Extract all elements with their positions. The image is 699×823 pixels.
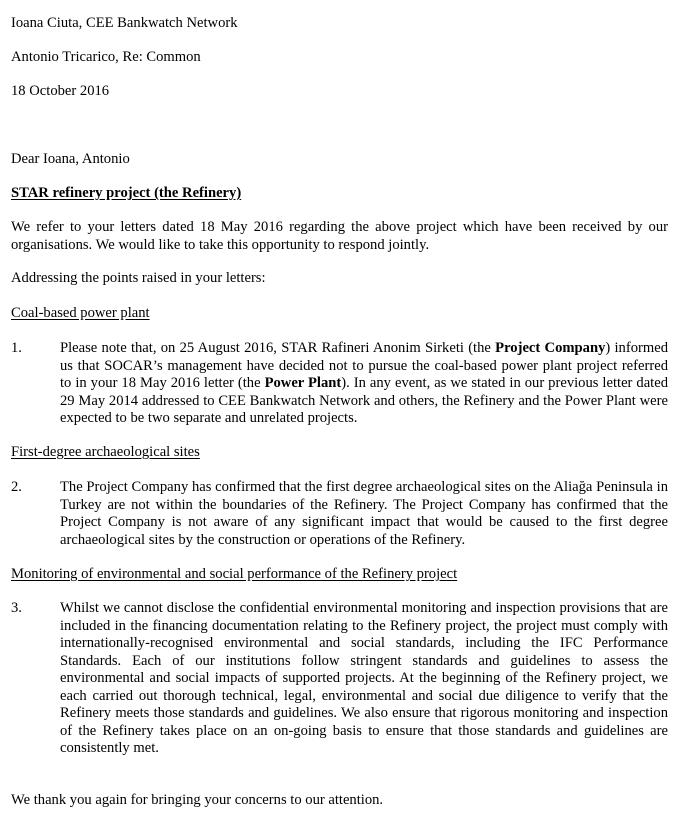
letter-title: STAR refinery project (the Refinery): [11, 185, 242, 201]
item-number: 3.: [11, 600, 22, 616]
item-number: 1.: [11, 340, 22, 356]
section-heading-monitoring: Monitoring of environmental and social performance of the Refinery project: [11, 566, 458, 582]
recipient-1: Ioana Ciuta, CEE Bankwatch Network: [11, 15, 238, 31]
item-text: The Project Company has confirmed that the first degree archaeological sites on the Aliağa Peninsula in Turkey are not within the boundaries of the Refinery. The Project Company has confirmed that the Project Company is not aware of any significant impact that would be caused to the first degree archaeological sites by the construction or operations of the Refinery.: [60, 479, 668, 548]
letter-date: 18 October 2016: [11, 83, 110, 99]
numbered-item-3: [11, 600, 668, 758]
addressing-line: Addressing the points raised in your letters:: [11, 270, 266, 286]
defined-term-project-company: Project Company: [495, 340, 606, 356]
item-text: Please note that, on 25 August 2016, STAR Rafineri Anonim Sirketi (the Project Company) informed us that SOCAR’s management have decided not to pursue the coal-based power plant project referred to in your 18 May 2016 letter (the Power Plant). In any event, as we stated in our previous letter dated 29 May 2014 addressed to CEE Bankwatch Network and others, the Refinery and the Power Plant were expected to be two separate and unrelated projects.: [60, 340, 669, 426]
recipient-2: Antonio Tricarico, Re: Common: [11, 49, 201, 65]
section-heading-power-plant: Coal-based power plant: [11, 305, 150, 321]
defined-term-power-plant: Power Plant: [264, 375, 342, 391]
item-text: Whilst we cannot disclose the confidential environmental monitoring and inspection provisions that are included in the financing documentation relating to the Refinery project, the project must comply with internationally-recognised environmental and social standards, including the IFC Performance Standards. Each of our institutions follow stringent standards and guidelines to assess the environmental and social impacts of supported projects. At the beginning of the Refinery project, we each carried out thorough technical, legal, environmental and social due diligence to verify that the Refinery meets those standards and guidelines. We also ensure that rigorous monitoring and inspection of the Refinery takes place on an on-going basis to ensure that those standards and guidelines are consistently met.: [60, 600, 668, 756]
closing-line: We thank you again for bringing your concerns to our attention.: [11, 792, 384, 808]
section-heading-archaeological: First-degree archaeological sites: [11, 444, 200, 460]
intro-paragraph: We refer to your letters dated 18 May 2016 regarding the above project which have been received by our organisations. We would like to take this opportunity to respond jointly.: [11, 219, 668, 253]
item-number: 2.: [11, 479, 22, 495]
salutation: Dear Ioana, Antonio: [11, 151, 130, 167]
numbered-item-2: [11, 479, 668, 549]
numbered-item-1: [11, 340, 668, 428]
